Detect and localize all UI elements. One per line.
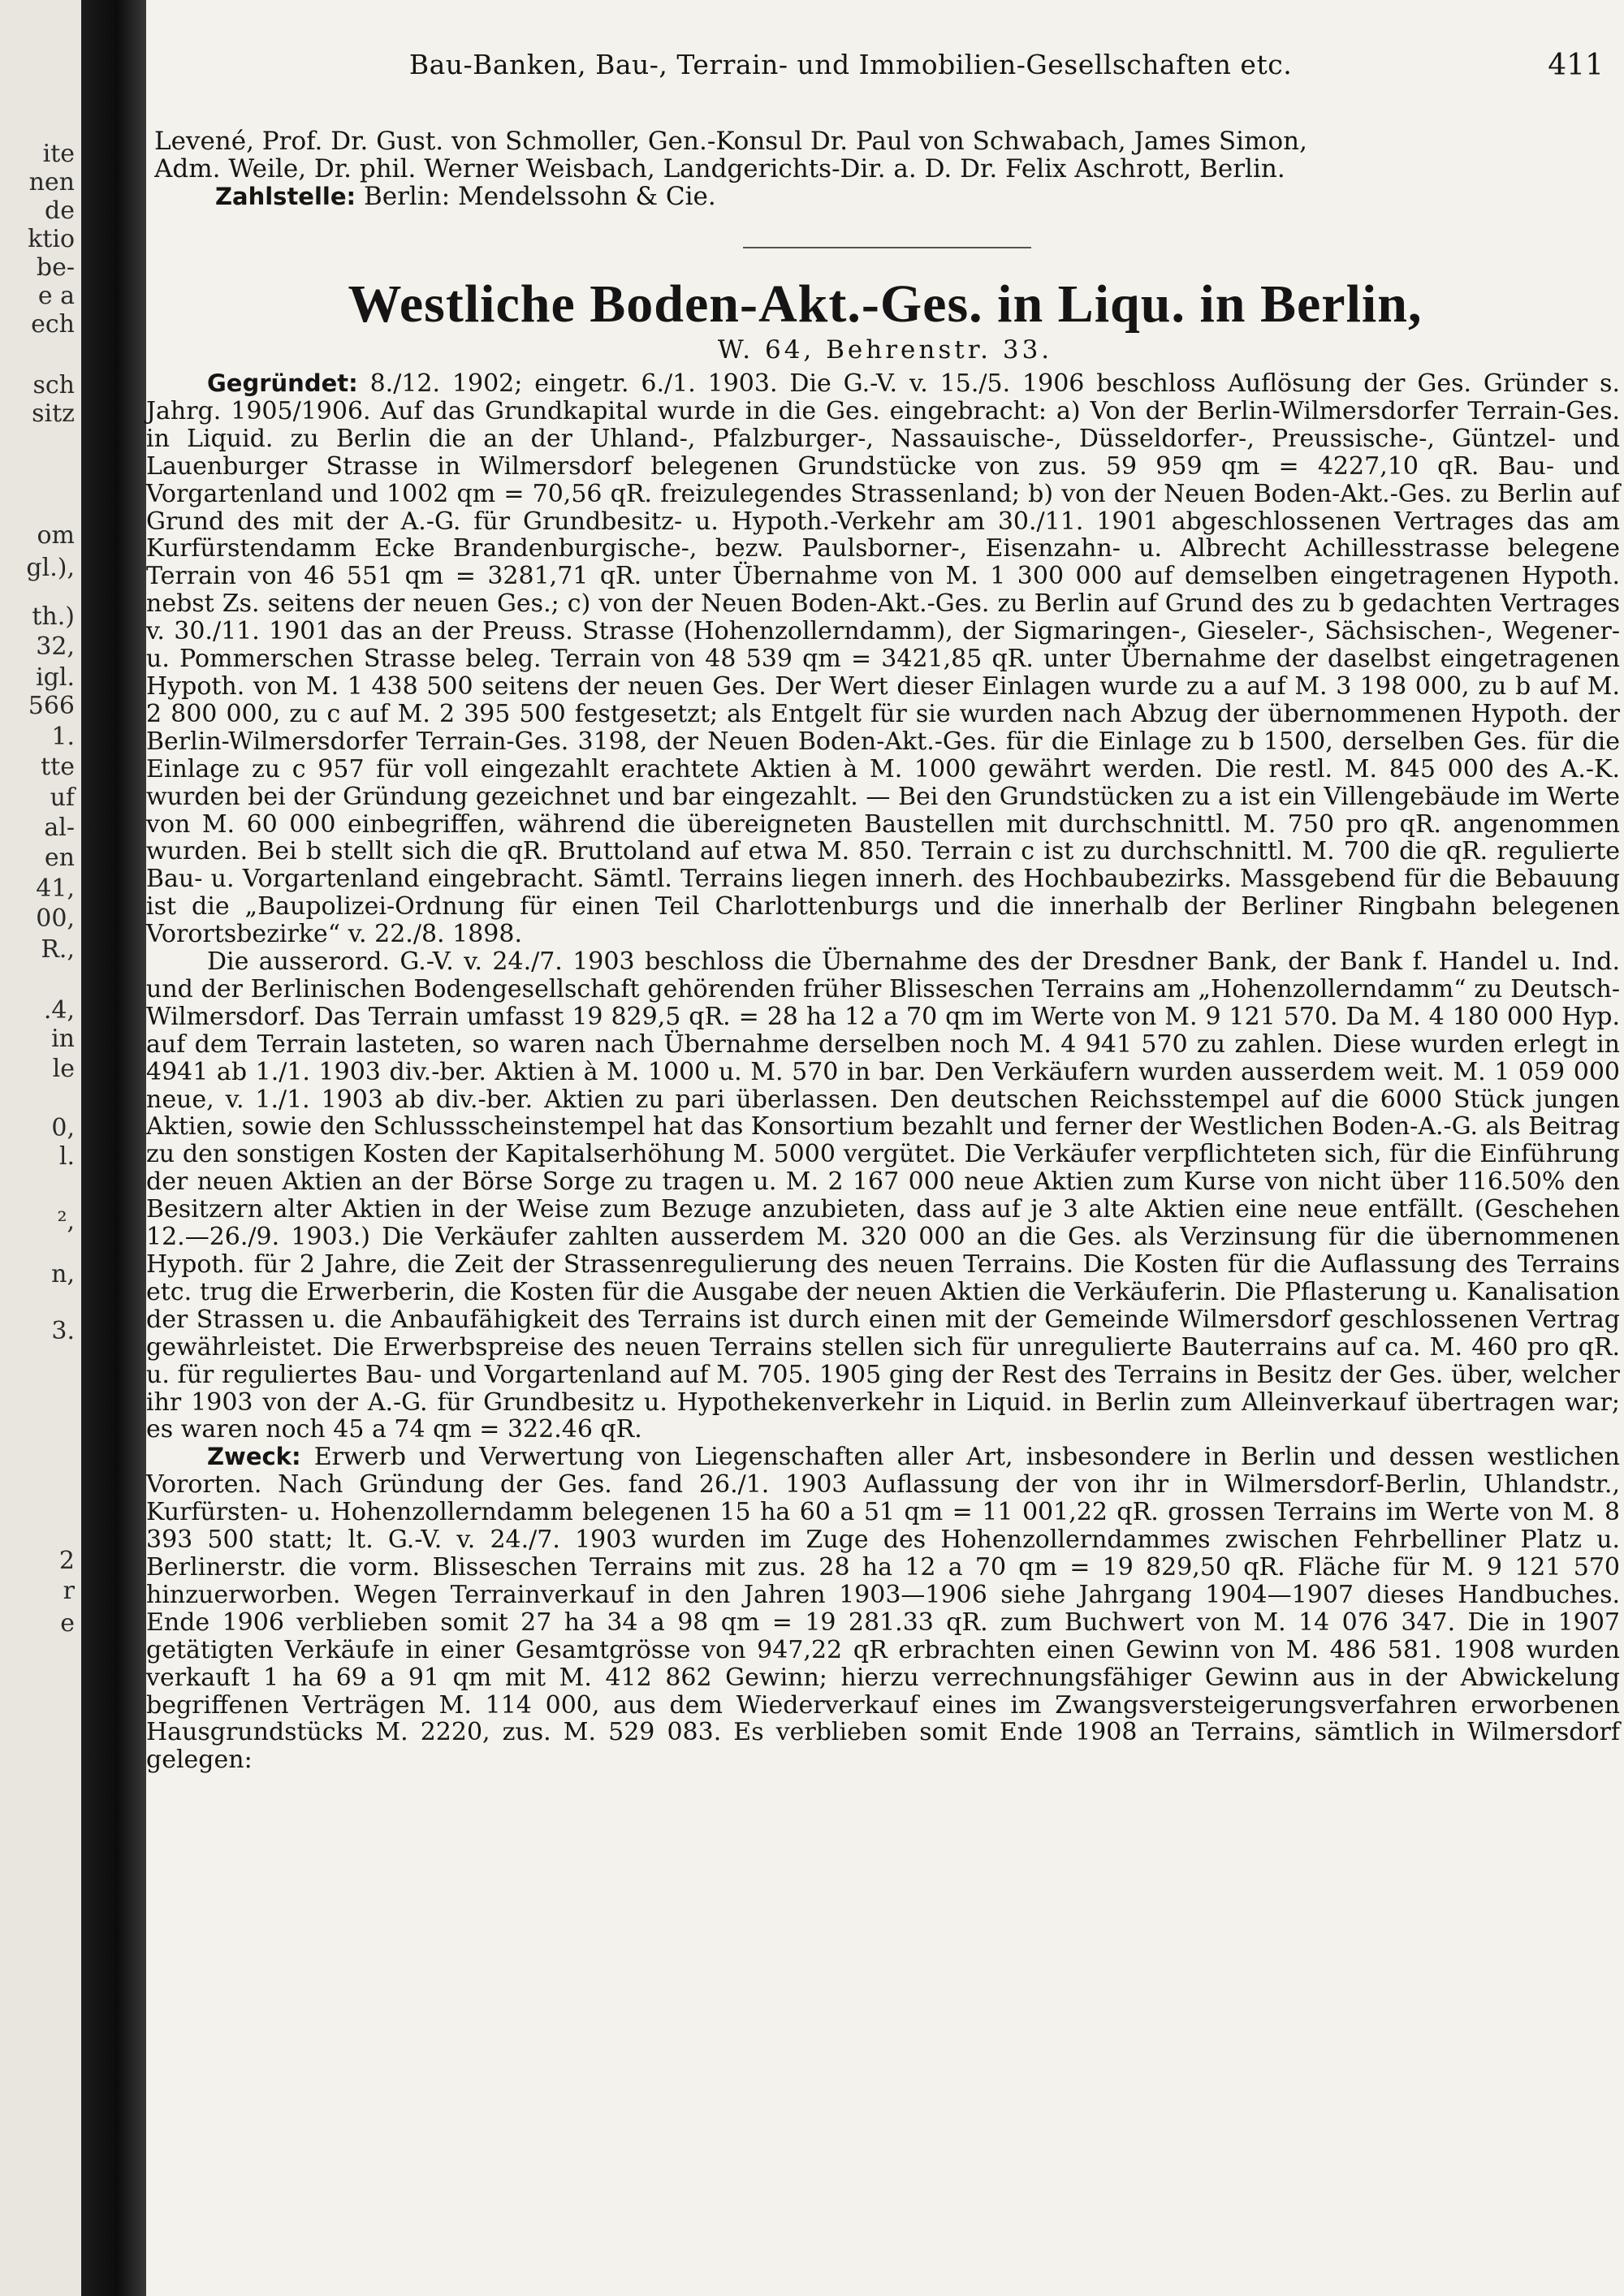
left-page-fragment: sch xyxy=(32,371,75,399)
left-page-fragment: 32, xyxy=(36,632,75,661)
left-page-fragment: .4, xyxy=(43,996,75,1025)
left-page-fragment: 566 xyxy=(28,692,75,720)
left-page-fragment: gl.), xyxy=(26,554,75,582)
left-page-fragment: al- xyxy=(44,814,75,842)
entry-body xyxy=(146,370,1620,1774)
left-page-fragment: l. xyxy=(58,1142,75,1171)
left-page-fragment: n, xyxy=(51,1260,75,1288)
zweck-text: Erwerb und Verwertung von Liegenschaften aller Art, insbesondere in Berlin und dessen westlichen Vororten. Nach Gründung der Ges. fand 26./1. 1903 Auflassung der von ihr in Wilmersdorf-Berlin, Uhlandstr., Kurfürsten- u. Hohenzollerndamm belegenen 15 ha 60 a 51 qm = 11 001,22 qR. grossen Terrains im Werte von M. 8 393 500 statt; lt. G.-V. v. 24./7. 1903 wurden im Zuge des Hohenzollerndammes zwischen Fehrbelliner Platz u. Berlinerstr. die vorm. Blisseschen Terrains mit zus. 28 ha 12 a 70 qm = 19 829,50 qR. Fläche für M. 9 121 570 hinzuerworben. Wegen Terrainverkauf in den Jahren 1903—1906 siehe Jahrgang 1904—1907 dieses Handbuches. Ende 1906 verblieben somit 27 ha 34 a 98 qm = 19 281.33 qR. zum Buchwert von M. 14 076 347. Die in 1907 getätigten Verkäufe in einer Gesamtgrösse von 947,22 qR erbrachten einen Gewinn von M. 486 581. 1908 wurden verkauft 1 ha 69 a 91 qm mit M. 412 862 Gewinn; hierzu verrechnungsfähiger Gewinn aus in der Abwickelung begriffenen Verträgen M. 114 000, aus dem Wiederverkauf eines im Zwangsversteigerungsverfahren erworbenen Hausgrundstücks M. 2220, zus. M. 529 083. Es verblieben somit Ende 1908 an Terrains, sämtlich in Wilmersdorf gelegen: xyxy=(146,1443,1620,1775)
previous-entry-line-1: Levené, Prof. Dr. Gust. von Schmoller, Gen.-Konsul Dr. Paul von Schwabach, James Simon, xyxy=(154,127,1307,155)
zahlstelle-text: Berlin: Mendelssohn & Cie. xyxy=(356,183,716,210)
left-page-fragment: tte xyxy=(41,753,75,781)
left-page-fragment: 2 xyxy=(58,1547,75,1575)
left-page-fragment: 0, xyxy=(51,1114,75,1142)
zweck-label: Zweck: xyxy=(207,1443,301,1471)
left-page-fragment: 3. xyxy=(51,1317,75,1345)
left-page-fragment: om xyxy=(37,521,75,550)
gegruendet-label: Gegründet: xyxy=(207,369,358,397)
previous-entry-line-2: Adm. Weile, Dr. phil. Werner Weisbach, Landgerichts-Dir. a. D. Dr. Felix Aschrott, Berlin. xyxy=(154,155,1285,183)
zahlstelle-line xyxy=(154,183,1620,210)
section-divider xyxy=(743,247,1031,248)
left-page-fragment: uf xyxy=(50,783,75,812)
left-page-fragment: nen xyxy=(28,168,75,196)
left-page-fragment: R., xyxy=(41,935,75,964)
book-gutter xyxy=(81,0,146,2296)
gegruendet-text: 8./12. 1902; eingetr. 6./1. 1903. Die G.-V. v. 15./5. 1906 beschloss Auflösung der Ges. Gründer s. Jahrg. 1905/1906. Auf das Grundkapital wurde in die Ges. eingebracht: a) Von der Berlin-Wilmersdorfer Terrain-Ges. in Liquid. zu Berlin die an der Uhland-, Pfalzburger-, Nassauische-, Düsseldorfer-, Preussische-, Güntzel- und Lauenburger Strasse in Wilmersdorf belegenen Grundstücke von zus. 59 959 qm = 4227,10 qR. Bau- und Vorgartenland und 1002 qm = 70,56 qR. freizulegendes Strassenland; b) von der Neuen Boden-Akt.-Ges. zu Berlin auf Grund des mit der A.-G. für Grundbesitz- u. Hypoth.-Verkehr am 30./11. 1901 abgeschlossenen Vertrages das am Kurfürstendamm Ecke Brandenburgische-, bezw. Paulsborner-, Eisenzahn- u. Albrecht Achillesstrasse belegene Terrain von 46 551 qm = 3281,71 qR. unter Übernahme von M. 1 300 000 auf demselben eingetragenen Hypoth. nebst Zs. seitens der neuen Ges.; c) von der Neuen Boden-Akt.-Ges. zu Berlin auf Grund des zu b gedachten Vertrages v. 30./11. 1901 das an der Preuss. Strasse (Hohenzollerndamm), der Sigmaringen-, Gieseler-, Sächsischen-, Wegener- u. Pommerschen Strasse beleg. Terrain von 48 539 qm = 3421,85 qR. unter Übernahme der daselbst eingetragenen Hypoth. von M. 1 438 500 seitens der neuen Ges. Der Wert dieser Einlagen wurde zu a auf M. 3 198 000, zu b auf M. 2 800 000, zu c auf M. 2 395 500 festgesetzt; als Entgelt für sie wurden nach Abzug der übernommenen Hypoth. der Berlin-Wilmersdorfer Terrain-Ges. 3198, der Neuen Boden-Akt.-Ges. für die Einlage zu b 1500, derselben Ges. für die Einlage zu c 957 für voll eingezahlt erachtete Aktien à M. 1000 gewährt werden. Die restl. M. 845 000 des A.-K. wurden bei der Gründung gezeichnet und bar eingezahlt. — Bei den Grundstücken zu a ist ein Villengebäude im Werte von M. 60 000 einbegriffen, während die übereigneten Baustellen mit durchschnittl. M. 750 pro qR. angenommen wurden. Bei b stellt sich die qR. Bruttoland auf etwa M. 850. Terrain c ist zu durchschnittl. M. 700 die qR. regulierte Bau- u. Vorgartenland eingebracht. Sämtl. Terrains liegen innerh. des Hochbaubezirks. Massgebend für die Bebauung ist die „Baupolizei-Ordnung für einen Teil Charlottenburgs und die innerhalb der Berliner Ringbahn belegenen Vorortsbezirke“ v. 22./8. 1898. xyxy=(146,369,1620,949)
running-head xyxy=(195,49,1604,89)
left-page-fragment: 41, xyxy=(36,874,75,903)
left-page-fragment: 00, xyxy=(36,904,75,933)
left-page-fragment: be- xyxy=(36,253,75,282)
left-page-fragment: 1. xyxy=(51,723,75,751)
company-title: Westliche Boden-Akt.-Ges. in Liqu. in Berlin, xyxy=(348,274,1423,334)
left-page-fragment: en xyxy=(44,844,75,872)
gegruendet-paragraph xyxy=(146,370,1620,948)
previous-entry xyxy=(154,127,1620,210)
book-page xyxy=(146,0,1624,2296)
left-page-fragment: ech xyxy=(31,310,75,339)
page-number: 411 xyxy=(1548,49,1604,82)
zweck-paragraph xyxy=(146,1444,1620,1774)
left-page-fragment: le xyxy=(52,1055,75,1083)
left-page-fragment: sitz xyxy=(32,399,75,428)
zahlstelle-label: Zahlstelle: xyxy=(215,183,356,210)
left-page-fragment: ², xyxy=(57,1207,75,1236)
left-page-fragment: e xyxy=(60,1609,75,1638)
left-page-fragment: ktio xyxy=(28,225,75,253)
left-page-fragment: ite xyxy=(42,140,75,168)
uebernahme-paragraph: Die ausserord. G.-V. v. 24./7. 1903 beschloss die Übernahme des der Dresdner Bank, der Bank f. Handel u. Ind. und der Berlinischen Bodengesellschaft gehörenden früher Blisseschen Terrains am „Hohenzollerndamm“ zu Deutsch-Wilmersdorf. Das Terrain umfasst 19 829,5 qR. = 28 ha 12 a 70 qm im Werte von M. 9 121 570. Da M. 4 180 000 Hyp. auf dem Terrain lasteten, so waren nach Übernahme derselben noch M. 4 941 570 zu zahlen. Diese wurden erlegt in 4941 ab 1./1. 1903 div.-ber. Aktien à M. 1000 u. M. 570 in bar. Den Verkäufern wurden ausserdem weit. M. 1 059 000 neue, v. 1./1. 1903 ab div.-ber. Aktien zu pari überlassen. Den deutschen Reichsstempel auf die 6000 Stück jungen Aktien, sowie den Schlussscheinstempel hat das Konsortium bezahlt und ferner der Westlichen Boden-A.-G. als Beitrag zu den sonstigen Kosten der Kapitalserhöhung M. 5000 vergütet. Die Verkäufer verpflichteten sich, für die Einführung der neuen Aktien an der Börse Sorge zu tragen u. M. 2 167 000 neue Aktien zum Kurse von nicht über 116.50% den Besitzern alter Aktien in der Weise zum Bezuge anzubieten, dass auf je 3 alte Aktien eine neue entfällt. (Geschehen 12.—26./9. 1903.) Die Verkäufer zahlten ausserdem M. 320 000 an die Ges. als Verzinsung für die übernommenen Hypoth. für 2 Jahre, die Zeit der Strassenregulierung des neuen Terrains. Die Kosten für die Auflassung des Terrains etc. trug die Erwerberin, die Kosten für die Ausgabe der neuen Aktien die Verkäuferin. Die Pflasterung u. Kanalisation der Strassen u. die Anbaufähigkeit des Terrains ist durch einen mit der Gemeinde Wilmersdorf geschlossenen Vertrag gewährleistet. Die Erwerbspreise des neuen Terrains stellen sich für unregulierte Bauterrains auf ca. M. 460 pro qR. u. für reguliertes Bau- und Vorgartenland auf M. 705. 1905 ging der Rest des Terrains in Besitz der Ges. über, welcher ihr 1903 von der A.-G. für Grundbesitz u. Hypothekenverkehr in Liquid. in Berlin zum Alleinverkauf übertragen war; es waren noch 45 a 74 qm = 322.46 qR. xyxy=(146,947,1620,1444)
company-address: W. 64, Behrenstr. 33. xyxy=(717,335,1053,365)
left-page-fragment: r xyxy=(63,1577,75,1605)
left-page-fragment: igl. xyxy=(36,663,75,692)
left-page-fragment: th.) xyxy=(32,602,75,631)
left-page-fragment: in xyxy=(51,1025,75,1053)
left-page-fragment: e a xyxy=(37,282,75,310)
running-title: Bau-Banken, Bau-, Terrain- und Immobilien-Gesellschaften etc. xyxy=(408,49,1293,80)
left-page-edge xyxy=(0,0,81,2296)
left-page-fragment: de xyxy=(45,196,75,225)
